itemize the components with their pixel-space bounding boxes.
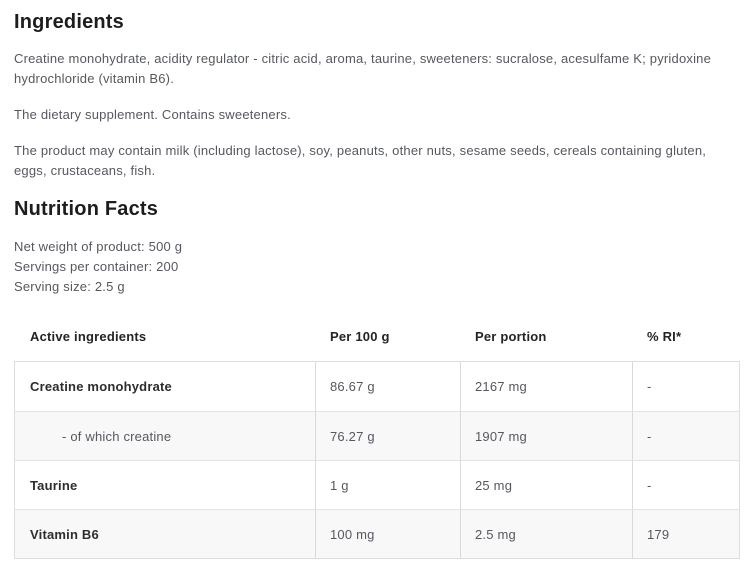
net-weight-text: Net weight of product: 500 g bbox=[14, 239, 183, 254]
header-percent-ri: % RI* bbox=[647, 329, 682, 344]
nutrition-table-body bbox=[14, 361, 740, 559]
ri-value: - bbox=[632, 461, 739, 509]
ri-value: - bbox=[632, 412, 739, 460]
per-portion-value: 25 mg bbox=[460, 461, 632, 509]
ingredient-name: Vitamin B6 bbox=[30, 526, 99, 542]
header-per-100g: Per 100 g bbox=[330, 329, 390, 344]
allergen-warning-text: The product may contain milk (including lactose), soy, peanuts, other nuts, sesame seeds, cereals containing gluten, eggs, crustaceans, fish. bbox=[14, 143, 707, 178]
header-active-ingredients: Active ingredients bbox=[30, 329, 147, 344]
per-100g-value: 76.27 g bbox=[315, 412, 460, 460]
serving-size-text: Serving size: 2.5 g bbox=[14, 279, 125, 294]
supplement-note-text: The dietary supplement. Contains sweeteners. bbox=[14, 107, 291, 122]
servings-per-container-text: Servings per container: 200 bbox=[14, 259, 179, 274]
per-portion-value: 2.5 mg bbox=[460, 510, 632, 558]
ingredients-composition-text: Creatine monohydrate, acidity regulator - citric acid, aroma, taurine, sweeteners: sucralose, acesulfame K; pyridoxine hydrochloride (vitamin B6). bbox=[14, 51, 712, 86]
per-100g-value: 1 g bbox=[315, 461, 460, 509]
per-portion-value: 1907 mg bbox=[460, 412, 632, 460]
nutrition-table-header-row bbox=[14, 329, 740, 344]
per-portion-value: 2167 mg bbox=[460, 362, 632, 411]
ingredients-heading: Ingredients bbox=[14, 11, 124, 33]
table-row-creatine-monohydrate bbox=[15, 362, 739, 411]
ri-value: 179 bbox=[632, 510, 739, 558]
ingredient-name: Creatine monohydrate bbox=[30, 379, 172, 394]
table-row-vitamin-b6 bbox=[15, 509, 739, 558]
header-per-portion: Per portion bbox=[475, 329, 547, 344]
ingredient-name: Taurine bbox=[30, 477, 78, 493]
table-row-taurine bbox=[15, 460, 739, 509]
nutrition-table bbox=[14, 329, 740, 559]
serving-info bbox=[14, 237, 740, 297]
table-row-of-which-creatine bbox=[15, 411, 739, 460]
ingredient-name: - of which creatine bbox=[62, 428, 172, 444]
per-100g-value: 100 mg bbox=[315, 510, 460, 558]
ri-value: - bbox=[632, 362, 739, 411]
per-100g-value: 86.67 g bbox=[315, 362, 460, 411]
nutrition-facts-heading: Nutrition Facts bbox=[14, 198, 159, 220]
